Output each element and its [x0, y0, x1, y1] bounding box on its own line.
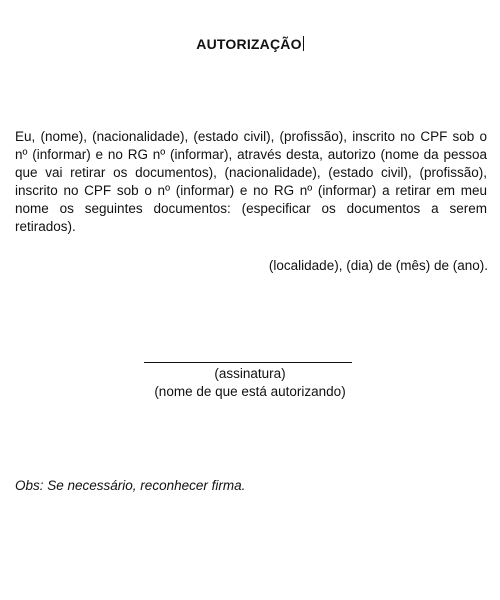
signature-label: (assinatura): [214, 366, 286, 381]
date-location-line: (localidade), (dia) de (mês) de (ano).: [268, 258, 488, 273]
signature-block: [0, 362, 500, 401]
authorization-body: Eu, (nome), (nacionalidade), (estado civil), (profissão), inscrito no CPF sob o nº (informar) e no RG nº (informar), através desta, autorizo (nome da pessoa que vai retirar os documentos), (nacionalidade), (estado civil), (profissão), inscrito no CPF sob o nº (informar) e no RG nº (informar) a retirar em meu nome os seguintes documentos: (especificar os documentos a serem retirados).: [15, 129, 487, 234]
document-title: AUTORIZAÇÃO: [196, 36, 302, 52]
text-cursor: [303, 36, 304, 51]
signer-name: (nome de que está autorizando): [154, 384, 346, 399]
observation-note: Obs: Se necessário, reconhecer firma.: [15, 478, 246, 493]
signature-line: [144, 362, 352, 363]
document-title-line: [0, 36, 500, 52]
